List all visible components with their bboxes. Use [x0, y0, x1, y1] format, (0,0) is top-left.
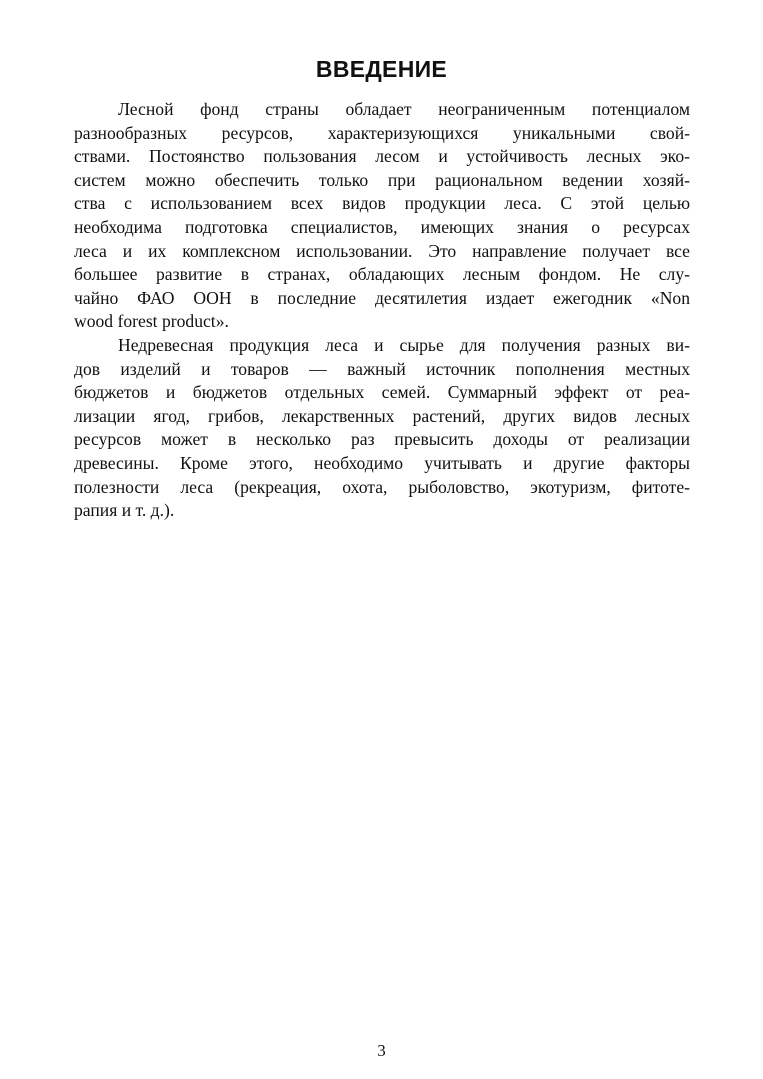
- text-line: необходима подготовка специалистов, имеющих знания о ресурсах: [74, 216, 690, 237]
- text-line: большее развитие в странах, обладающих лесным фондом. Не слу-: [74, 264, 690, 285]
- text-line: wood forest product».: [74, 311, 229, 332]
- text-line: Лесной фонд страны обладает неограниченным потенциалом: [118, 99, 690, 119]
- text-line: рапия и т. д.).: [74, 500, 175, 521]
- text-line: ресурсов может в несколько раз превысить доходы от реализации: [74, 429, 690, 450]
- text-line: лизации ягод, грибов, лекарственных растений, других видов лесных: [74, 405, 690, 426]
- page-title: ВВЕДЕНИЕ: [315, 56, 448, 82]
- text-line: древесины. Кроме этого, необходимо учитывать и другие факторы: [74, 452, 690, 473]
- text-line: разнообразных ресурсов, характеризующихся уникальными свой-: [74, 122, 690, 143]
- text-line: леса и их комплексном использовании. Это направление получает все: [74, 240, 690, 261]
- body-text: [74, 98, 690, 523]
- text-line: ства с использованием всех видов продукции леса. С этой целью: [74, 193, 690, 214]
- text-line: дов изделий и товаров — важный источник пополнения местных: [74, 358, 690, 379]
- paragraph-2: [74, 334, 690, 523]
- page-number: 3: [377, 1041, 386, 1060]
- paragraph-1: [74, 98, 690, 334]
- text-line: Недревесная продукция леса и сырье для получения разных ви-: [118, 334, 690, 355]
- text-line: полезности леса (рекреация, охота, рыболовство, экотуризм, фитоте-: [74, 476, 690, 497]
- text-line: ствами. Постоянство пользования лесом и устойчивость лесных эко-: [74, 146, 690, 167]
- text-line: систем можно обеспечить только при рациональном ведении хозяй-: [74, 169, 690, 190]
- text-line: чайно ФАО ООН в последние десятилетия издает ежегодник «Non: [74, 287, 690, 308]
- text-line: бюджетов и бюджетов отдельных семей. Суммарный эффект от реа-: [74, 382, 690, 403]
